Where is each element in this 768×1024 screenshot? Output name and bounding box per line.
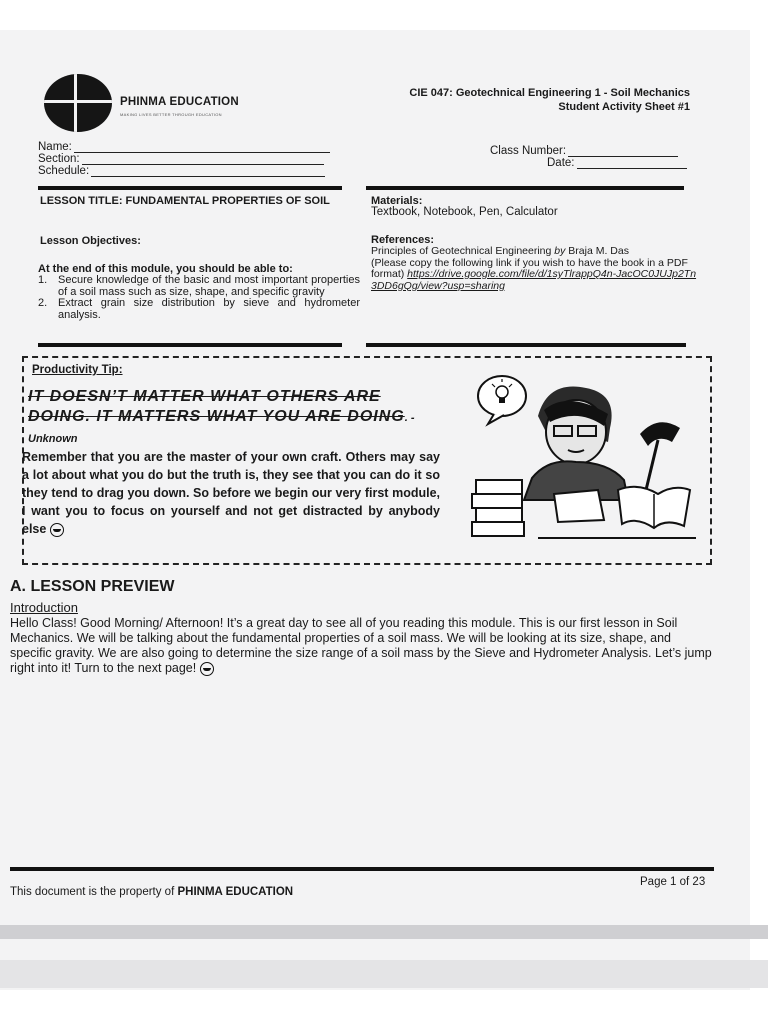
introduction-text	[10, 616, 716, 676]
objectives-list	[38, 275, 360, 321]
class-number-label: Class Number:	[490, 145, 567, 157]
quote-text: IT DOESN’T MATTER WHAT OTHERS ARE DOING. IT MATTERS WHAT YOU ARE DOING	[28, 388, 405, 425]
date-input-line[interactable]	[577, 168, 687, 169]
class-number-field	[490, 145, 678, 157]
course-name: CIE 047: Geotechnical Engineering 1 - Soil Mechanics	[409, 87, 690, 99]
list-item: 1. Secure knowledge of the basic and most important properties of a soil mass such as size, shape, and specific gravity	[38, 274, 360, 298]
tip-label: Productivity Tip:	[32, 364, 123, 376]
objective-text: Extract grain size distribution by sieve and hydrometer analysis.	[58, 297, 360, 321]
references-text	[371, 246, 701, 292]
page-edge-bottom	[0, 960, 768, 988]
reference-title: Principles of Geotechnical Engineering	[371, 245, 555, 257]
name-label: Name:	[38, 141, 72, 153]
date-field	[547, 157, 687, 169]
page-edge-shadow	[0, 925, 768, 939]
activity-sheet-label: Student Activity Sheet #1	[558, 101, 690, 113]
footer-divider	[10, 867, 714, 871]
quote-author: . - Unknown	[28, 412, 415, 445]
footer-property	[10, 886, 293, 898]
references-heading: References:	[371, 234, 434, 246]
tip-text	[22, 448, 440, 538]
materials-heading: Materials:	[371, 195, 423, 207]
divider	[366, 343, 686, 347]
reference-author: Braja M. Das	[565, 245, 629, 257]
tip-quote	[28, 387, 440, 449]
course-title	[356, 86, 690, 114]
brand-tagline: MAKING LIVES BETTER THROUGH EDUCATION	[120, 112, 222, 117]
schedule-label: Schedule:	[38, 165, 90, 177]
materials-text: Textbook, Notebook, Pen, Calculator	[371, 206, 558, 218]
reference-link[interactable]: https://drive.google.com/file/d/1syTlrappQ4n-JacOC0JUJp2Tn3DD6gQg/view?usp=sharing	[371, 268, 697, 292]
lesson-title: LESSON TITLE: FUNDAMENTAL PROPERTIES OF SOIL	[40, 195, 330, 207]
student-illustration	[458, 370, 698, 550]
section-field	[38, 153, 324, 165]
reference-by: by	[554, 245, 566, 257]
objectives-heading: Lesson Objectives:	[40, 235, 141, 247]
section-label: Section:	[38, 153, 80, 165]
divider	[38, 343, 342, 347]
divider	[38, 186, 342, 190]
brand-name: PHINMA EDUCATION	[120, 96, 239, 108]
divider	[366, 186, 684, 190]
lightbulb-icon	[478, 376, 526, 424]
lesson-preview-heading: A. LESSON PREVIEW	[10, 578, 175, 595]
reference-note: (Please copy the following link if you wish to have the book in a PDF format)	[371, 256, 688, 280]
smiley-icon	[200, 662, 214, 676]
introduction-heading: Introduction	[10, 600, 78, 615]
objective-text: Secure knowledge of the basic and most important properties of a soil mass such as size, shape, and specific gravity	[58, 274, 360, 298]
tip-body: Remember that you are the master of your own craft. Others may say a lot about what you do but the truth is, they see that you can do it so they tend to drag you down. So before we begin our very first module, I want you to focus on yourself and not get distracted by anybody else	[22, 450, 440, 536]
name-field	[38, 141, 330, 153]
schedule-field	[38, 165, 325, 177]
date-label: Date:	[547, 157, 575, 169]
schedule-input-line[interactable]	[91, 176, 325, 177]
phinma-logo-icon	[44, 74, 112, 132]
page-number: Page 1 of 23	[640, 876, 706, 888]
property-prefix: This document is the property of	[10, 886, 178, 898]
property-owner: PHINMA EDUCATION	[177, 886, 294, 898]
introduction-body: Hello Class! Good Morning/ Afternoon! It’s a great day to see all of you reading this module. This is our first lesson in Soil Mechanics. We will be talking about the fundamental properties of a soil mass. We will be looking at its size, shape, and specific gravity. We are also going to determine the size range of a soil mass by the Sieve and Hydrometer Analysis. Let’s jump right into it! Turn to the next page!	[10, 616, 712, 675]
list-item: 2. Extract grain size distribution by sieve and hydrometer analysis.	[38, 297, 360, 321]
phinma-logo	[44, 74, 244, 136]
smiley-icon	[50, 523, 64, 537]
objectives-intro: At the end of this module, you should be able to:	[38, 263, 293, 275]
